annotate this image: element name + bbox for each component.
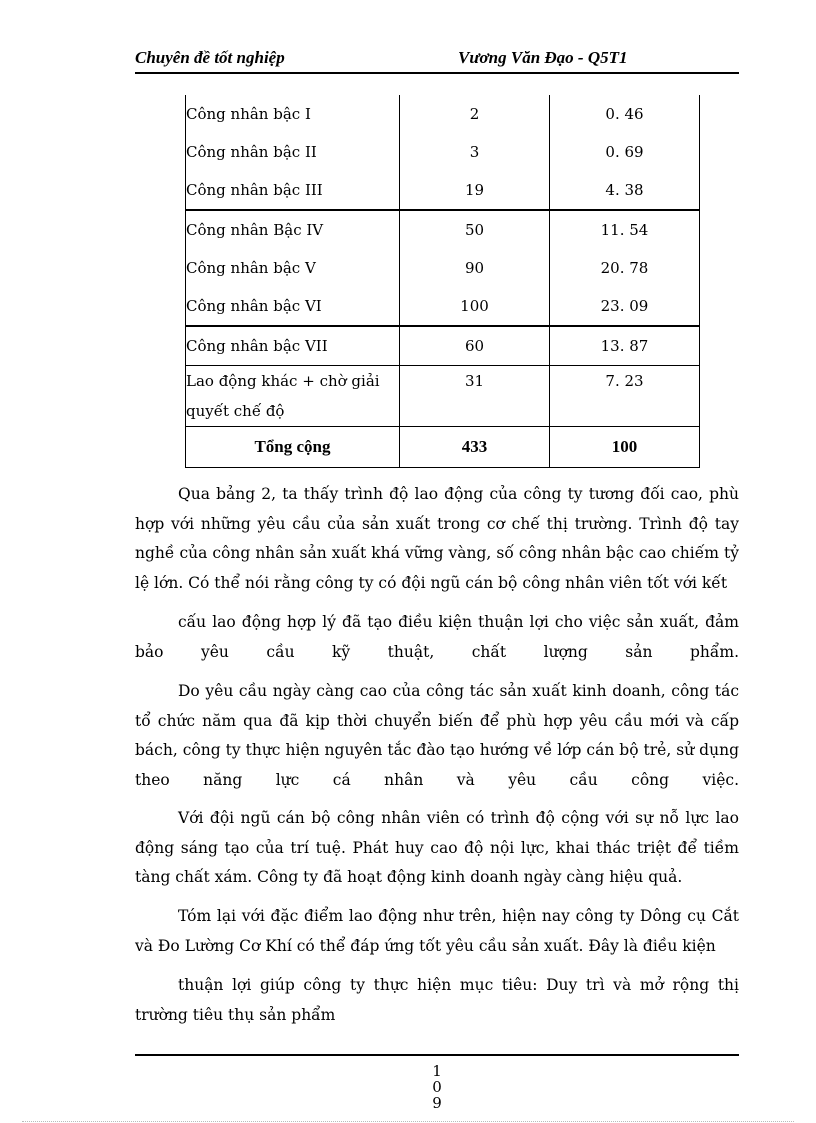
body-block-6 [135,971,739,1030]
body-block-5 [135,902,739,961]
page-digit: 0 [432,1078,442,1096]
row-percent: 23. 09 [550,287,700,326]
table-total-row [186,427,700,468]
row-count: 60 [400,326,550,366]
row-count: 31 [400,366,550,427]
table-row [186,287,700,326]
header-divider [135,72,739,74]
table-row [186,366,700,427]
table-row [186,95,700,133]
paragraph: Qua bảng 2, ta thấy trình độ lao động của công ty tương đối cao, phù hợp với những yêu cầu của sản xuất trong cơ chế thị trường. Trình độ tay nghề của công nhân sản xuất khá vững vàng, số công nhân bậc cao chiếm tỷ lệ lớn. Có thể nói rằng công ty có đội ngũ cán bộ công nhân viên tốt với kết [135,485,739,592]
row-label: Công nhân bậc VI [186,287,400,326]
row-percent: 13. 87 [550,326,700,366]
row-label: Công nhân bậc II [186,133,400,171]
row-count: 2 [400,95,550,133]
row-percent: 20. 78 [550,249,700,287]
row-percent: 0. 69 [550,133,700,171]
total-count: 433 [400,427,550,468]
row-label: Công nhân bậc VII [186,326,400,366]
table-row [186,133,700,171]
row-count: 50 [400,210,550,249]
row-label [186,366,400,427]
row-percent: 11. 54 [550,210,700,249]
row-label: Công nhân Bậc IV [186,210,400,249]
paragraph: Tóm lại với đặc điểm lao động như trên, hiện nay công ty Dông cụ Cắt và Đo Lường Cơ Khí có thể đáp ứng tốt yêu cầu sản xuất. Đây là điều kiện [135,907,739,955]
body-block-4 [135,804,739,893]
table-row [186,171,700,210]
row-count: 19 [400,171,550,210]
total-label: Tổng cộng [186,427,400,468]
table-row [186,326,700,366]
body-block-3 [135,677,739,795]
header-author: Vương Văn Đạo - Q5T1 [458,48,628,67]
total-percent: 100 [550,427,700,468]
page-digit: 1 [432,1062,442,1080]
row-label-line2: quyết chế độ [186,402,285,420]
paragraph: thuận lợi giúp công ty thực hiện mục tiêu: Duy trì và mở rộng thị trường tiêu thụ sản phẩm [135,976,739,1024]
row-count: 3 [400,133,550,171]
paragraph: cấu lao động hợp lý đã tạo điều kiện thuận lợi cho việc sản xuất, đảm bảo yêu cầu kỹ thuật, chất lượng sản phẩm. [135,613,739,661]
page-bottom-edge [22,1121,794,1122]
row-percent: 0. 46 [550,95,700,133]
row-count: 90 [400,249,550,287]
labor-level-table [185,95,700,468]
table-row [186,210,700,249]
row-percent: 4. 38 [550,171,700,210]
row-label-line1: Lao động khác + chờ giải [186,372,380,390]
paragraph: Với đội ngũ cán bộ công nhân viên có trình độ cộng với sự nỗ lực lao động sáng tạo của trí tuệ. Phát huy cao độ nội lực, khai thác triệt để tiềm tàng chất xám. Công ty đã hoạt động kinh doanh ngày càng hiệu quả. [135,809,739,886]
page-number [427,1063,447,1111]
paragraph: Do yêu cầu ngày càng cao của công tác sản xuất kinh doanh, công tác tổ chức năm qua đã kịp thời chuyển biến để phù hợp yêu cầu mới và cấp bách, công ty thực hiện nguyên tắc đào tạo hướng về lớp cán bộ trẻ, sử dụng theo năng lực cá nhân và yêu cầu công việc. [135,682,739,789]
page-digit: 9 [432,1094,442,1112]
body-block-2 [135,608,739,667]
header-document-title: Chuyên đề tốt nghiệp [135,48,285,67]
row-label: Công nhân bậc III [186,171,400,210]
table-row [186,249,700,287]
row-percent: 7. 23 [550,366,700,427]
footer-divider [135,1054,739,1056]
body-block-1 [135,480,739,598]
row-label: Công nhân bậc I [186,95,400,133]
row-count: 100 [400,287,550,326]
row-label: Công nhân bậc V [186,249,400,287]
